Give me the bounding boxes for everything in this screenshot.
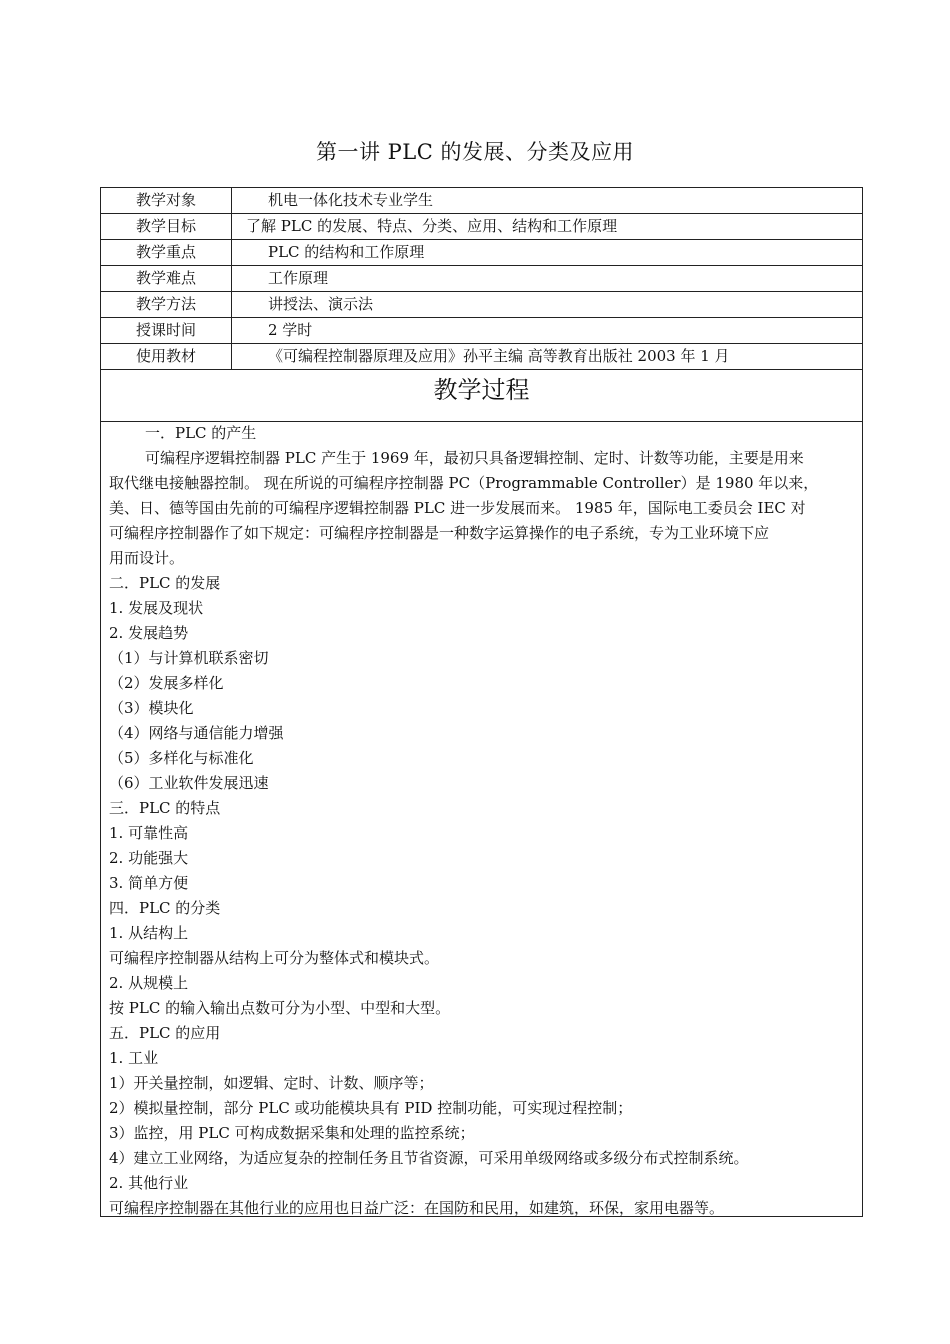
- list-item: 2）模拟量控制，部分 PLC 或功能模块具有 PID 控制功能，可实现过程控制；: [109, 1099, 633, 1117]
- info-value: 《可编程控制器原理及应用》孙平主编 高等教育出版社 2003 年 1 月: [232, 344, 863, 370]
- list-item: （1）与计算机联系密切: [109, 649, 269, 667]
- paragraph-line: 可编程序控制器在其他行业的应用也日益广泛：在国防和民用，如建筑，环保，家用电器等。: [109, 1199, 725, 1217]
- list-item: 1）开关量控制，如逻辑、定时、计数、顺序等；: [109, 1074, 434, 1092]
- paragraph-line: 可编程序控制器从结构上可分为整体式和模块式。: [109, 949, 440, 967]
- paragraph-line: 取代继电接触器控制。 现在所说的可编程序控制器 PC（Programmable Controller）是 1980 年以来，: [109, 474, 819, 492]
- process-heading-row: [101, 370, 863, 422]
- course-info-table: [100, 187, 863, 422]
- info-value: 讲授法、演示法: [232, 292, 863, 318]
- info-key: 使用教材: [101, 344, 232, 370]
- teaching-process-body: [100, 418, 863, 1217]
- list-item: 3）监控，用 PLC 可构成数据采集和处理的监控系统；: [109, 1124, 475, 1142]
- list-item: （6）工业软件发展迅速: [109, 774, 269, 792]
- list-item: 3. 简单方便: [109, 874, 189, 892]
- section-heading: 三．PLC 的特点: [109, 799, 221, 817]
- info-key: 教学方法: [101, 292, 232, 318]
- list-item: 4）建立工业网络，为适应复杂的控制任务且节省资源，可采用单级网络或多级分布式控制系统。: [109, 1149, 749, 1167]
- list-item: 1. 工业: [109, 1049, 159, 1067]
- info-row: [101, 214, 863, 240]
- process-heading: 教学过程: [101, 370, 863, 422]
- list-item: （4）网络与通信能力增强: [109, 724, 284, 742]
- paragraph-line: 按 PLC 的输入输出点数可分为小型、中型和大型。: [109, 999, 451, 1017]
- section-heading: 二．PLC 的发展: [109, 574, 221, 592]
- section-heading: 一．PLC 的产生: [145, 424, 257, 442]
- paragraph-line: 可编程序控制器作了如下规定：可编程序控制器是一种数字运算操作的电子系统，专为工业环境下应: [109, 524, 770, 542]
- list-item: （2）发展多样化: [109, 674, 224, 692]
- paragraph-line: 用而设计。: [109, 549, 185, 567]
- info-value: 工作原理: [232, 266, 863, 292]
- info-value: 了解 PLC 的发展、特点、分类、应用、结构和工作原理: [232, 214, 863, 240]
- list-item: 1. 发展及现状: [109, 599, 204, 617]
- info-row: [101, 266, 863, 292]
- list-item: 2. 发展趋势: [109, 624, 189, 642]
- paragraph-line: 可编程序逻辑控制器 PLC 产生于 1969 年，最初只具备逻辑控制、定时、计数等功能，主要是用来: [145, 449, 804, 467]
- info-key: 教学对象: [101, 188, 232, 214]
- list-item: 1. 从结构上: [109, 924, 189, 942]
- process-content: [109, 421, 857, 1221]
- info-key: 教学难点: [101, 266, 232, 292]
- info-row: [101, 344, 863, 370]
- paragraph-line: 美、日、德等国由先前的可编程序逻辑控制器 PLC 进一步发展而来。 1985 年，国际电工委员会 IEC 对: [109, 499, 806, 517]
- info-key: 教学目标: [101, 214, 232, 240]
- info-row: [101, 318, 863, 344]
- page-title: 第一讲 PLC 的发展、分类及应用: [316, 140, 634, 164]
- section-heading: 四．PLC 的分类: [109, 899, 221, 917]
- info-row: [101, 240, 863, 266]
- info-value: PLC 的结构和工作原理: [232, 240, 863, 266]
- info-row: [101, 292, 863, 318]
- list-item: 1. 可靠性高: [109, 824, 189, 842]
- section-heading: 五．PLC 的应用: [109, 1024, 221, 1042]
- list-item: 2. 从规模上: [109, 974, 189, 992]
- list-item: 2. 功能强大: [109, 849, 189, 867]
- list-item: （5）多样化与标准化: [109, 749, 254, 767]
- info-value: 机电一体化技术专业学生: [232, 188, 863, 214]
- info-key: 授课时间: [101, 318, 232, 344]
- list-item: （3）模块化: [109, 699, 194, 717]
- info-row: [101, 188, 863, 214]
- list-item: 2. 其他行业: [109, 1174, 189, 1192]
- info-key: 教学重点: [101, 240, 232, 266]
- info-value: 2 学时: [232, 318, 863, 344]
